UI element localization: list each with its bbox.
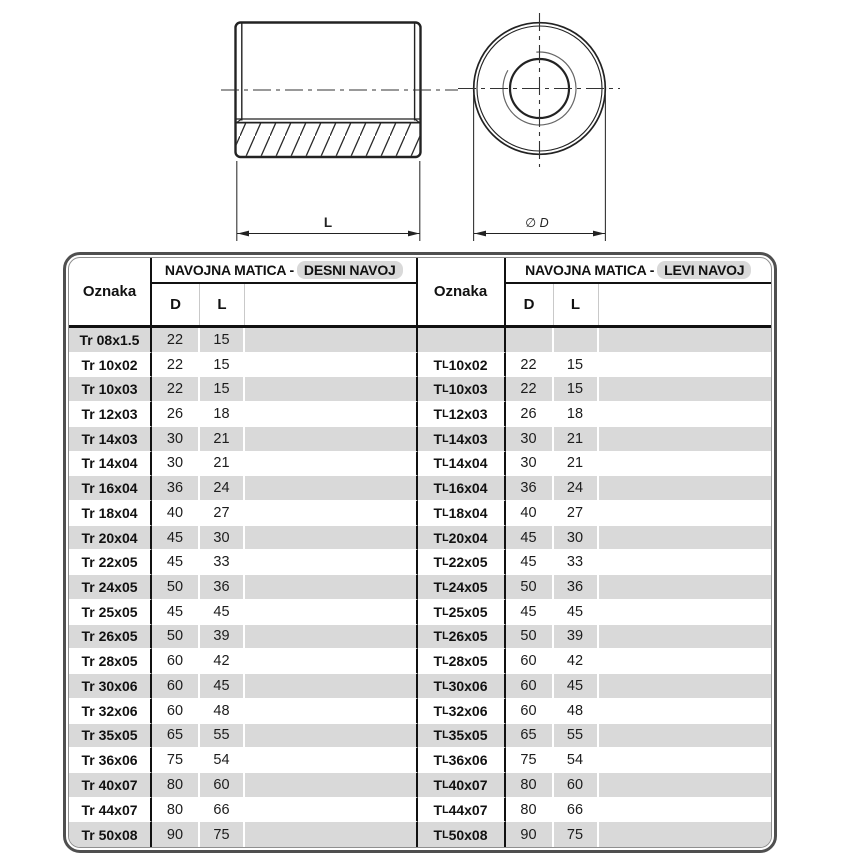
cell-d-right-thread: 45 — [152, 600, 200, 625]
arrowhead — [475, 231, 487, 237]
cell-d-left-thread: 22 — [506, 353, 554, 378]
cell-empty — [245, 625, 418, 650]
table-row — [69, 377, 771, 402]
cell-l-left-thread: 21 — [554, 452, 599, 477]
row-label-left-thread: T L 25x05 — [418, 600, 506, 625]
row-label-left-thread: T L 30x06 — [418, 674, 506, 699]
cell-l-left-thread: 30 — [554, 526, 599, 551]
row-label-left-thread: T L 26x05 — [418, 625, 506, 650]
cell-l-left-thread: 54 — [554, 748, 599, 773]
cell-empty — [599, 476, 772, 501]
cell-l-right-thread: 42 — [200, 649, 245, 674]
row-label-left-thread: T L 50x08 — [418, 822, 506, 847]
row-label-left-thread: T L 36x06 — [418, 748, 506, 773]
thread-hatching — [237, 123, 420, 155]
cell-d-right-thread: 80 — [152, 798, 200, 823]
table-row — [69, 600, 771, 625]
table-row — [69, 822, 771, 847]
cell-l-left-thread — [554, 328, 599, 353]
table-row — [69, 452, 771, 477]
cell-l-right-thread: 21 — [200, 452, 245, 477]
cell-d-right-thread: 50 — [152, 625, 200, 650]
cell-empty — [599, 748, 772, 773]
dimension-table — [63, 252, 777, 853]
cell-l-right-thread: 45 — [200, 674, 245, 699]
dimension-table-frame — [68, 257, 772, 848]
cell-l-right-thread: 18 — [200, 402, 245, 427]
cell-l-left-thread: 45 — [554, 600, 599, 625]
cell-empty — [245, 377, 418, 402]
table-title-right-thread — [152, 258, 418, 284]
row-label-left-thread — [418, 328, 506, 353]
cell-empty — [599, 526, 772, 551]
arrowhead — [238, 231, 250, 237]
cell-empty — [599, 674, 772, 699]
cell-d-right-thread: 50 — [152, 575, 200, 600]
column-header-l-left: L — [200, 284, 245, 325]
cell-l-left-thread: 42 — [554, 649, 599, 674]
table-row — [69, 575, 771, 600]
row-label-right-thread: Tr 10x03 — [69, 377, 152, 402]
cell-empty — [245, 600, 418, 625]
row-label-left-thread: T L 14x03 — [418, 427, 506, 452]
cell-l-right-thread: 15 — [200, 328, 245, 353]
table-row — [69, 550, 771, 575]
front-view-drawing — [458, 13, 620, 241]
cell-empty — [599, 600, 772, 625]
table-row — [69, 798, 771, 823]
cell-l-left-thread: 27 — [554, 501, 599, 526]
cell-empty — [599, 501, 772, 526]
cell-l-left-thread: 15 — [554, 377, 599, 402]
cell-empty — [599, 724, 772, 749]
row-label-left-thread: T L 28x05 — [418, 649, 506, 674]
cell-d-left-thread: 65 — [506, 724, 554, 749]
cell-d-right-thread: 60 — [152, 699, 200, 724]
table-header — [69, 258, 771, 328]
cell-empty — [245, 575, 418, 600]
cell-d-left-thread: 60 — [506, 674, 554, 699]
column-header-empty-left — [245, 284, 418, 325]
cell-l-right-thread: 24 — [200, 476, 245, 501]
row-label-left-thread: T L 22x05 — [418, 550, 506, 575]
cell-d-left-thread: 45 — [506, 600, 554, 625]
cell-empty — [245, 674, 418, 699]
cell-l-right-thread: 15 — [200, 377, 245, 402]
cell-empty — [245, 773, 418, 798]
title-prefix: NAVOJNA MATICA - — [164, 262, 294, 278]
title-prefix: NAVOJNA MATICA - — [525, 262, 655, 278]
row-label-left-thread: T L 16x04 — [418, 476, 506, 501]
cell-empty — [245, 427, 418, 452]
cell-l-left-thread: 24 — [554, 476, 599, 501]
cell-d-left-thread: 45 — [506, 550, 554, 575]
highlight-desni-navoj: DESNI NAVOJ — [297, 261, 403, 279]
cell-l-right-thread: 33 — [200, 550, 245, 575]
cell-l-left-thread: 60 — [554, 773, 599, 798]
column-header-d-left: D — [152, 284, 200, 325]
row-label-left-thread: T L 35x05 — [418, 724, 506, 749]
cell-l-left-thread: 33 — [554, 550, 599, 575]
table-row — [69, 402, 771, 427]
cell-empty — [245, 550, 418, 575]
cell-d-left-thread: 30 — [506, 427, 554, 452]
dim-label-diameter-D: ∅ D — [525, 216, 549, 230]
cell-d-left-thread — [506, 328, 554, 353]
table-row — [69, 501, 771, 526]
row-label-left-thread: T L 10x03 — [418, 377, 506, 402]
table-row — [69, 748, 771, 773]
table-row — [69, 625, 771, 650]
cell-l-left-thread: 21 — [554, 427, 599, 452]
cell-d-right-thread: 22 — [152, 377, 200, 402]
cell-l-right-thread: 48 — [200, 699, 245, 724]
technical-drawing — [0, 0, 860, 250]
cell-d-right-thread: 75 — [152, 748, 200, 773]
cell-empty — [245, 402, 418, 427]
cell-l-left-thread: 66 — [554, 798, 599, 823]
table-row — [69, 427, 771, 452]
cell-d-right-thread: 30 — [152, 452, 200, 477]
cell-d-left-thread: 80 — [506, 798, 554, 823]
cell-l-left-thread: 18 — [554, 402, 599, 427]
row-label-right-thread: Tr 14x03 — [69, 427, 152, 452]
cell-l-right-thread: 54 — [200, 748, 245, 773]
cell-d-right-thread: 90 — [152, 822, 200, 847]
cell-d-left-thread: 80 — [506, 773, 554, 798]
cell-d-right-thread: 80 — [152, 773, 200, 798]
row-label-left-thread: T L 20x04 — [418, 526, 506, 551]
cell-empty — [245, 476, 418, 501]
cell-l-left-thread: 45 — [554, 674, 599, 699]
cell-l-left-thread: 15 — [554, 353, 599, 378]
row-label-right-thread: Tr 35x05 — [69, 724, 152, 749]
cell-l-left-thread: 48 — [554, 699, 599, 724]
cell-empty — [245, 452, 418, 477]
cell-l-right-thread: 55 — [200, 724, 245, 749]
dim-label-L: L — [323, 215, 333, 230]
table-row — [69, 674, 771, 699]
cell-l-right-thread: 39 — [200, 625, 245, 650]
row-label-right-thread: Tr 12x03 — [69, 402, 152, 427]
row-label-right-thread: Tr 32x06 — [69, 699, 152, 724]
row-label-right-thread: Tr 28x05 — [69, 649, 152, 674]
table-row — [69, 724, 771, 749]
cell-empty — [599, 575, 772, 600]
cell-empty — [599, 773, 772, 798]
row-label-left-thread: T L 44x07 — [418, 798, 506, 823]
cell-d-left-thread: 36 — [506, 476, 554, 501]
cell-empty — [245, 822, 418, 847]
cell-empty — [245, 798, 418, 823]
cell-empty — [599, 625, 772, 650]
table-row — [69, 328, 771, 353]
cell-empty — [599, 328, 772, 353]
table-rows — [69, 328, 771, 847]
cell-l-left-thread: 36 — [554, 575, 599, 600]
cell-d-right-thread: 22 — [152, 353, 200, 378]
row-label-right-thread: Tr 25x05 — [69, 600, 152, 625]
column-header-oznaka-left: Oznaka — [69, 258, 152, 325]
cell-empty — [245, 649, 418, 674]
table-row — [69, 699, 771, 724]
cell-empty — [245, 699, 418, 724]
table-row — [69, 526, 771, 551]
cell-d-left-thread: 45 — [506, 526, 554, 551]
row-label-right-thread: Tr 16x04 — [69, 476, 152, 501]
cell-l-right-thread: 66 — [200, 798, 245, 823]
cell-empty — [599, 377, 772, 402]
row-label-left-thread: T L 14x04 — [418, 452, 506, 477]
cell-l-right-thread: 30 — [200, 526, 245, 551]
cell-d-right-thread: 22 — [152, 328, 200, 353]
cell-d-left-thread: 60 — [506, 649, 554, 674]
cell-d-left-thread: 22 — [506, 377, 554, 402]
cell-d-left-thread: 90 — [506, 822, 554, 847]
cell-l-right-thread: 36 — [200, 575, 245, 600]
cell-l-right-thread: 27 — [200, 501, 245, 526]
cell-empty — [245, 526, 418, 551]
row-label-left-thread: T L 24x05 — [418, 575, 506, 600]
cell-empty — [599, 550, 772, 575]
cell-d-right-thread: 30 — [152, 427, 200, 452]
cell-d-right-thread: 45 — [152, 550, 200, 575]
cell-empty — [245, 353, 418, 378]
cell-empty — [599, 798, 772, 823]
cell-d-left-thread: 26 — [506, 402, 554, 427]
row-label-right-thread: Tr 30x06 — [69, 674, 152, 699]
cell-l-left-thread: 39 — [554, 625, 599, 650]
table-row — [69, 353, 771, 378]
row-label-left-thread: T L 18x04 — [418, 501, 506, 526]
cell-l-left-thread: 75 — [554, 822, 599, 847]
row-label-right-thread: Tr 40x07 — [69, 773, 152, 798]
table-row — [69, 476, 771, 501]
row-label-right-thread: Tr 24x05 — [69, 575, 152, 600]
cell-empty — [599, 699, 772, 724]
cell-empty — [599, 822, 772, 847]
cell-d-right-thread: 40 — [152, 501, 200, 526]
cell-d-right-thread: 60 — [152, 674, 200, 699]
row-label-right-thread: Tr 22x05 — [69, 550, 152, 575]
arrowhead — [593, 231, 605, 237]
cell-empty — [599, 402, 772, 427]
row-label-right-thread: Tr 14x04 — [69, 452, 152, 477]
column-header-l-right: L — [554, 284, 599, 325]
cell-empty — [245, 328, 418, 353]
row-label-right-thread: Tr 18x04 — [69, 501, 152, 526]
cell-d-left-thread: 40 — [506, 501, 554, 526]
cell-empty — [599, 649, 772, 674]
row-label-right-thread: Tr 10x02 — [69, 353, 152, 378]
row-label-left-thread: T L 12x03 — [418, 402, 506, 427]
row-label-right-thread: Tr 08x1.5 — [69, 328, 152, 353]
cell-d-left-thread: 75 — [506, 748, 554, 773]
column-header-empty-right — [599, 284, 772, 325]
table-title-left-thread — [506, 258, 772, 284]
cell-d-right-thread: 26 — [152, 402, 200, 427]
cell-d-right-thread: 45 — [152, 526, 200, 551]
cell-d-left-thread: 50 — [506, 575, 554, 600]
cell-empty — [245, 724, 418, 749]
cell-l-left-thread: 55 — [554, 724, 599, 749]
column-header-oznaka-right: Oznaka — [418, 258, 506, 325]
side-view-drawing — [221, 23, 458, 242]
cell-l-right-thread: 60 — [200, 773, 245, 798]
cell-l-right-thread: 75 — [200, 822, 245, 847]
cell-empty — [599, 452, 772, 477]
cell-l-right-thread: 45 — [200, 600, 245, 625]
cell-empty — [599, 353, 772, 378]
cell-empty — [245, 501, 418, 526]
cell-empty — [599, 427, 772, 452]
cell-d-right-thread: 36 — [152, 476, 200, 501]
row-label-right-thread: Tr 20x04 — [69, 526, 152, 551]
table-row — [69, 773, 771, 798]
table-row — [69, 649, 771, 674]
cell-d-left-thread: 50 — [506, 625, 554, 650]
column-header-d-right: D — [506, 284, 554, 325]
row-label-left-thread: T L 40x07 — [418, 773, 506, 798]
row-label-right-thread: Tr 50x08 — [69, 822, 152, 847]
cell-l-right-thread: 15 — [200, 353, 245, 378]
cell-empty — [245, 748, 418, 773]
cell-d-left-thread: 30 — [506, 452, 554, 477]
row-label-right-thread: Tr 44x07 — [69, 798, 152, 823]
row-label-left-thread: T L 10x02 — [418, 353, 506, 378]
cell-d-left-thread: 60 — [506, 699, 554, 724]
cell-d-right-thread: 60 — [152, 649, 200, 674]
row-label-right-thread: Tr 36x06 — [69, 748, 152, 773]
arrowhead — [408, 231, 420, 237]
row-label-left-thread: T L 32x06 — [418, 699, 506, 724]
cell-d-right-thread: 65 — [152, 724, 200, 749]
row-label-right-thread: Tr 26x05 — [69, 625, 152, 650]
cell-l-right-thread: 21 — [200, 427, 245, 452]
highlight-levi-navoj: LEVI NAVOJ — [657, 261, 751, 279]
